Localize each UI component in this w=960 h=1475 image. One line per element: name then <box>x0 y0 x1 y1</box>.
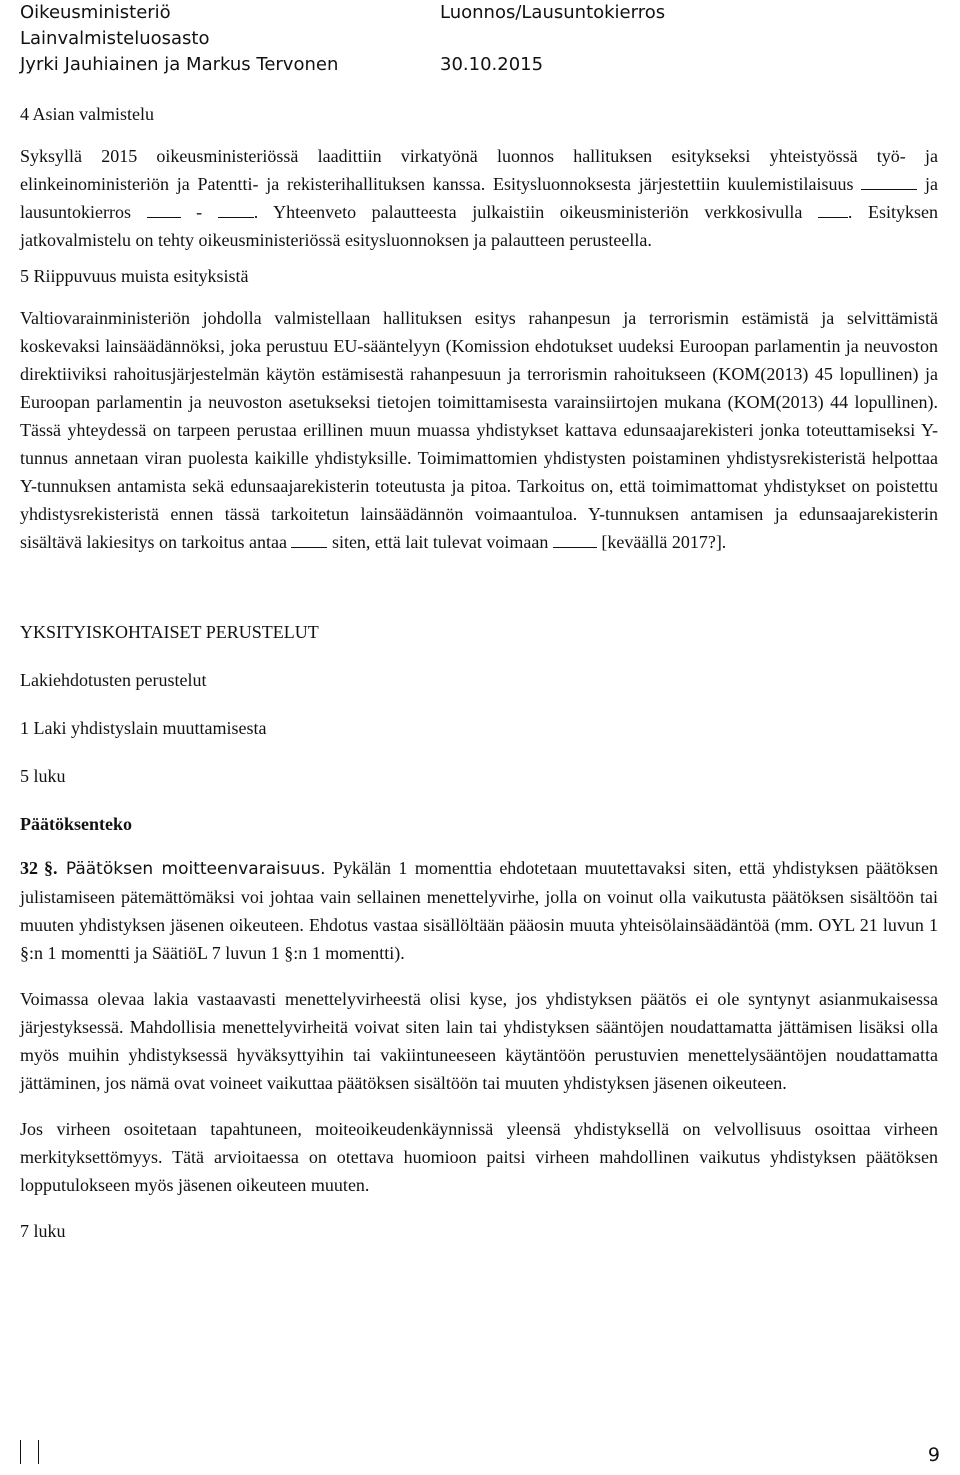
blank-line <box>818 201 848 218</box>
decision-making-heading: Päätöksenteko <box>20 814 132 834</box>
section-number: 32 <box>20 858 38 878</box>
paragraph-procedural-errors: Voimassa olevaa lakia vastaavasti menettelyvirheestä olisi kyse, jos yhdistyksen päätös ei ole syntynyt asianmukaisessa järjestyksessä. Mahdollisia menettelyvirheitä voivat siten lain tai yhdistyksen sääntöjen noudattamatta jättämisen lisäksi olla myös muihin yhdistyksessä hyväksyttyihin tai vakiintuneeseen käytäntöön perustuvien menettelysääntöjen noudattamatta jättäminen, jos nämä ovat voineet vaikuttaa päätöksen sisältöön tai muuten yhdistyksen jäsenen oikeuteen. <box>20 989 938 1093</box>
blank-line <box>291 531 327 548</box>
header-row-2 <box>20 26 940 52</box>
section-5-paragraph: Valtiovarainministeriön johdolla valmistellaan hallituksen esitys rahanpesun ja terrorismin estämistä ja selvittämistä koskevaksi lainsäädännöksi, joka perustuu EU-sääntelyyn (Komission ehdotukset uudeksi Euroopan parlamentin ja neuvoston direktiiviksi rahoitusjärjestelmän käytön estämisestä rahanpesuun ja terrorismin rahoitukseen (KOM(2013) 45 lopullinen) ja Euroopan parlamentin ja neuvoston asetukseksi tietojen toimittamisesta varainsiirtojen mukana (KOM(2013) 44 lopullinen). Tässä yhteydessä on tarpeen perustaa erillinen muun muassa yhdistykset kattava edunsaajarekisteri jonka toteuttamiseksi Y-tunnus annetaan viran puolesta kaikille yhdistyksille. Toimimattomien yhdistysten poistaminen yhdistysrekisteristä helpottaa Y-tunnuksen antamista sekä edunsaajarekisterin toteutusta ja pitoa. Tarkoitus on, että toimimattomat yhdistykset on poistettu yhdistysrekisteristä ennen tässä tarkoitetun lainsäädännön voimaantuloa. Y-tunnuksen antamisen ja edunsaajarekisterin sisältävä lakiesitys on tarkoitus antaa siten, että lait tulevat voimaan [keväällä 2017?]. <box>20 308 938 552</box>
header-row-3 <box>20 52 940 78</box>
header-row-1 <box>20 0 940 26</box>
section-5-heading: 5 Riippuvuus muista esityksistä <box>20 266 249 286</box>
blank-line <box>861 173 917 190</box>
detailed-justification-heading: YKSITYISKOHTAISET PERUSTELUT <box>20 622 319 642</box>
section-sign: §. <box>44 858 58 878</box>
header-ministry: Oikeusministeriö <box>20 2 171 23</box>
chapter-7-heading: 7 luku <box>20 1221 66 1241</box>
footer-bar <box>20 1440 21 1464</box>
footer-bar <box>38 1440 39 1464</box>
document-body <box>20 100 938 1245</box>
bill-justification-subheading: Lakiehdotusten perustelut <box>20 670 207 690</box>
blank-line <box>147 201 181 218</box>
header-authors: Jyrki Jauhiainen ja Markus Tervonen <box>20 54 339 75</box>
header-date: 30.10.2015 <box>440 54 544 75</box>
section-32-paragraph: 32 §. Päätöksen moitteenvaraisuus. Pykälän 1 momenttia ehdotetaan muutettavaksi siten, että yhdistyksen päätöksen julistamiseen pätemättömäksi voi johtaa vain sellainen menettelyvirhe, jolla on voinut olla vaikutusta päätöksen sisältöön tai muuten yhdistyksen jäsenen oikeuteen. Ehdotus vastaa sisällöltään pääosin muuta yhteisölainsäädäntöä (mm. OYL 21 luvun 1 §:n 1 momentti ja SäätiöL 7 luvun 1 §:n 1 momentti). <box>20 858 938 963</box>
bill-title: 1 Laki yhdistyslain muuttamisesta <box>20 718 267 738</box>
page-header <box>20 0 940 78</box>
section-4-heading: 4 Asian valmistelu <box>20 104 154 124</box>
blank-line <box>553 531 597 548</box>
section-4-paragraph: Syksyllä 2015 oikeusministeriössä laadittiin virkatyönä luonnos hallituksen esitykseksi yhteistyössä työ- ja elinkeinoministeriön ja Patentti- ja rekisterihallituksen kanssa. Esitysluonnoksesta järjestettiin kuulemistilaisuus ja lausuntokierros - . Yhteenveto palautteesta julkaistiin oikeusministeriön verkkosivulla . Esityksen jatkovalmistelu on tehty oikeusministeriössä esitysluonnoksen ja palautteen perusteella. <box>20 146 938 250</box>
chapter-5-heading: 5 luku <box>20 766 66 786</box>
blank-line <box>218 201 254 218</box>
header-department: Lainvalmisteluosasto <box>20 28 210 49</box>
page-number: 9 <box>927 1444 940 1466</box>
header-doc-type: Luonnos/Lausuntokierros <box>440 2 666 23</box>
section-title: Päätöksen moitteenvaraisuus. <box>57 859 326 879</box>
paragraph-burden-of-proof: Jos virheen osoitetaan tapahtuneen, moiteoikeudenkäynnissä yleensä yhdistyksellä on velvollisuus osoittaa virheen merkityksettömyys. Tätä arvioitaessa on otettava huomioon paitsi virheen mahdollinen vaikutus yhdistyksen päätöksen lopputulokseen myös jäsenen oikeuteen muuten. <box>20 1119 938 1195</box>
